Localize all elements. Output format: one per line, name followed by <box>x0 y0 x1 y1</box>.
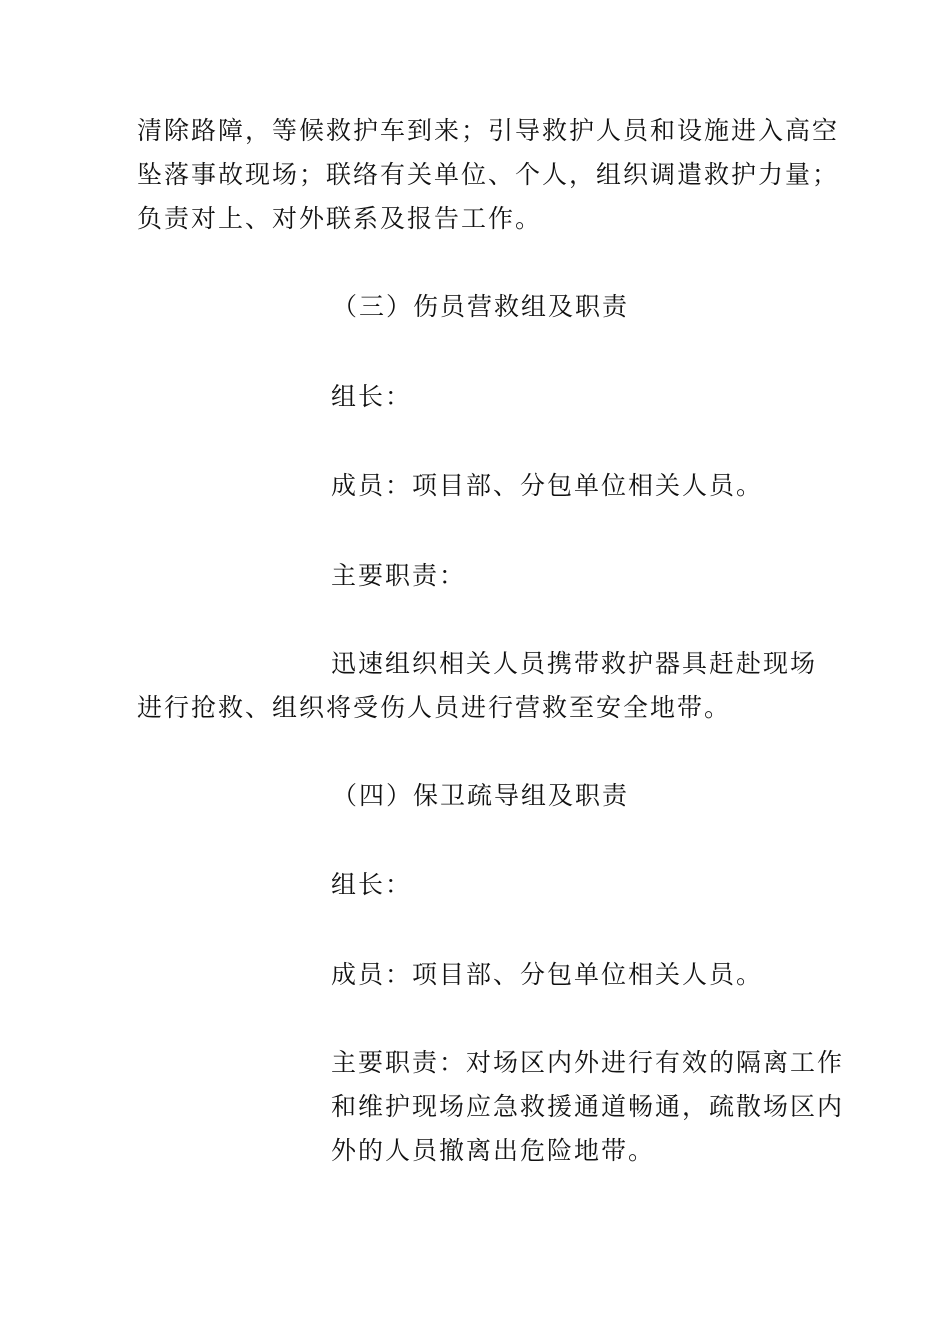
intro-line-1: 清除路障，等候救护车到来；引导救护人员和设施进入高空 <box>137 116 840 145</box>
section4-duties-line-3: 外的人员撤离出危险地带。 <box>331 1136 656 1165</box>
section3-duties-line-1: 迅速组织相关人员携带救护器具赶赴现场 <box>331 649 818 678</box>
section3-heading: （三）伤员营救组及职责 <box>332 292 630 321</box>
section3-members: 成员：项目部、分包单位相关人员。 <box>331 471 764 500</box>
intro-line-2: 坠落事故现场；联络有关单位、个人，组织调遣救护力量； <box>137 160 840 189</box>
section4-heading: （四）保卫疏导组及职责 <box>332 781 630 810</box>
intro-line-3: 负责对上、对外联系及报告工作。 <box>137 204 543 233</box>
section4-duties-line-1: 主要职责：对场区内外进行有效的隔离工作 <box>331 1048 845 1077</box>
section3-duties-line-2: 进行抢救、组织将受伤人员进行营救至安全地带。 <box>137 693 732 722</box>
section4-members: 成员：项目部、分包单位相关人员。 <box>331 960 764 989</box>
section4-duties-line-2: 和维护现场应急救援通道畅通，疏散场区内 <box>331 1092 845 1121</box>
section3-duties-label: 主要职责： <box>331 561 467 590</box>
section4-leader: 组长： <box>331 870 413 899</box>
section3-leader: 组长： <box>331 382 413 411</box>
